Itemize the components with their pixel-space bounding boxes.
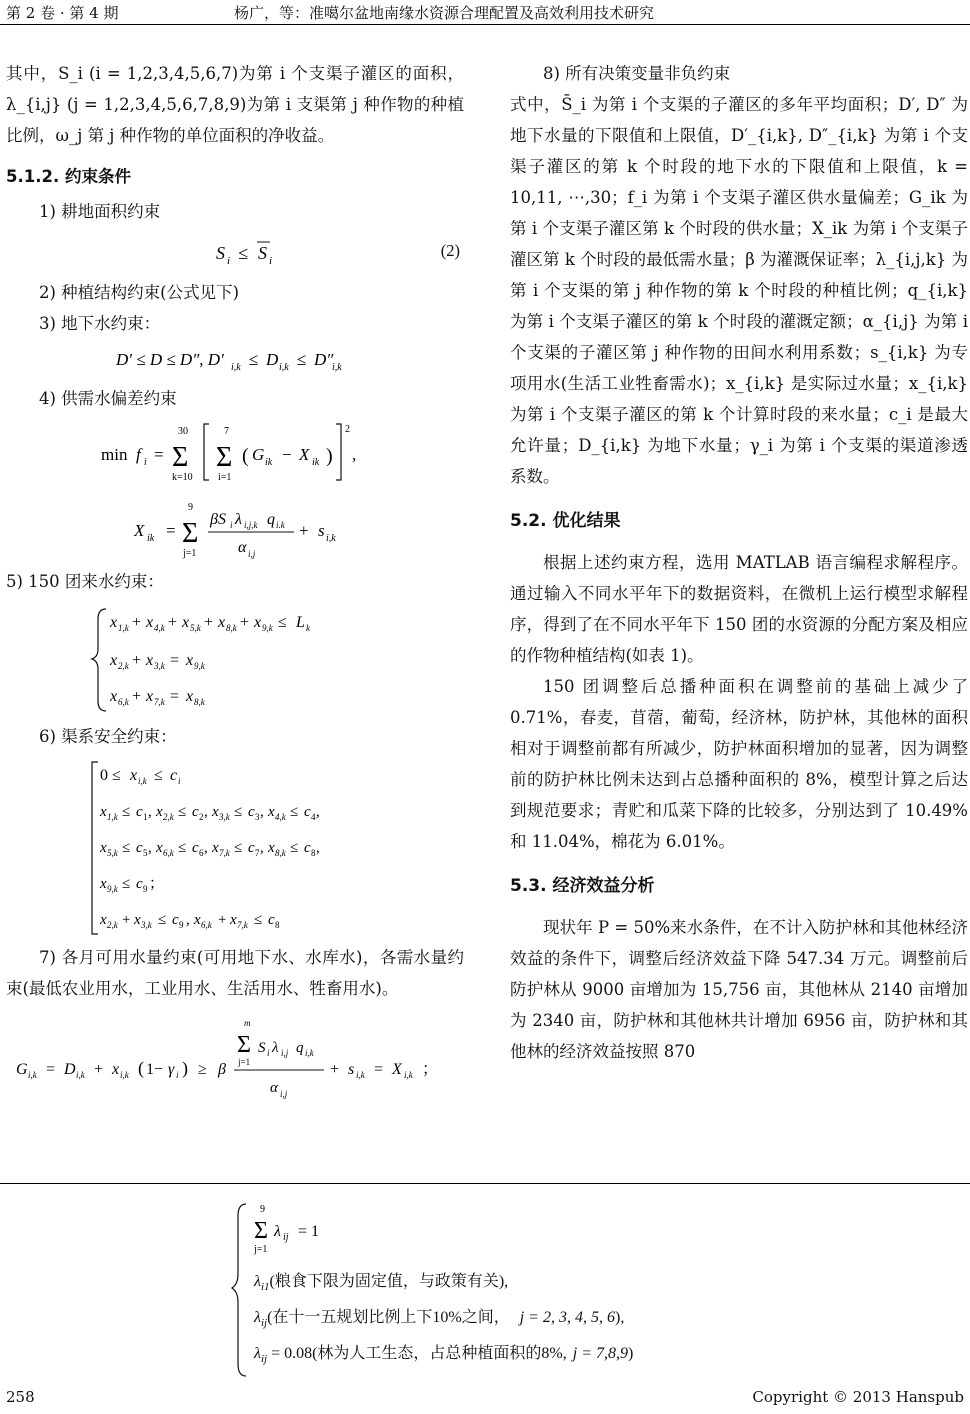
footer-rule bbox=[0, 1183, 970, 1184]
svg-text:i,j: i,j bbox=[280, 1089, 288, 1099]
svg-text:x: x bbox=[112, 1061, 120, 1078]
svg-text:≤: ≤ bbox=[178, 804, 187, 820]
svg-text:≤: ≤ bbox=[254, 912, 263, 928]
svg-text:x: x bbox=[186, 652, 194, 669]
svg-text:): ) bbox=[182, 1058, 188, 1078]
svg-text:x: x bbox=[110, 688, 118, 705]
svg-text:+: + bbox=[168, 614, 178, 631]
svg-text:γ: γ bbox=[168, 1061, 175, 1078]
svg-text:≤: ≤ bbox=[290, 804, 299, 820]
svg-text:9: 9 bbox=[179, 920, 184, 930]
svg-text:s: s bbox=[348, 1061, 355, 1078]
svg-text:≤: ≤ bbox=[158, 912, 167, 928]
supply-deviation-svg bbox=[6, 414, 464, 566]
svg-text:λ: λ bbox=[272, 1040, 279, 1056]
svg-text:4,k: 4,k bbox=[275, 812, 286, 822]
svg-text:6: 6 bbox=[199, 848, 204, 858]
svg-text:7: 7 bbox=[224, 426, 229, 437]
svg-text:,: , bbox=[186, 912, 190, 928]
forest-ratio-value: = 0.08 bbox=[271, 1345, 313, 1362]
svg-text:1: 1 bbox=[143, 812, 148, 822]
svg-text:Σ: Σ bbox=[216, 442, 233, 473]
svg-text:≤: ≤ bbox=[234, 804, 243, 820]
svg-text:2: 2 bbox=[199, 812, 204, 822]
svg-text:+: + bbox=[204, 614, 214, 631]
svg-text:x: x bbox=[110, 652, 118, 669]
svg-text:c: c bbox=[248, 804, 255, 820]
svg-text:= 1: = 1 bbox=[298, 1223, 320, 1240]
svg-text:i,j: i,j bbox=[248, 549, 256, 559]
section-5-2-heading: 5.2. 优化结果 bbox=[510, 511, 621, 531]
section-5-2-paragraph-2: 150 团调整后总播种面积在调整前的基础上减少了 0.71%，春麦，苜蓿，葡萄，经济林，防护林，其他林的面积相对于调整前都有所减少，防护林面积增加的显著，因为调整前的防护林比例未达到占总播种面积的 8%，模型计算之后达到规范要求；青贮和瓜菜下降的比较多，分别达到了 10.49%和 11.04%，棉花为 6.01%。 bbox=[510, 677, 968, 851]
svg-text:X: X bbox=[299, 445, 310, 464]
svg-text:=: = bbox=[154, 445, 164, 464]
svg-text:βS: βS bbox=[210, 511, 226, 528]
plan-ratio-text: 在十一五规划比例上下10%之间， bbox=[272, 1309, 510, 1326]
page-number: 258 bbox=[6, 1388, 35, 1406]
svg-text:x: x bbox=[212, 804, 219, 820]
svg-text:D″: D″ bbox=[314, 350, 334, 369]
svg-text:i=1: i=1 bbox=[218, 472, 232, 483]
svg-text:i: i bbox=[230, 520, 233, 530]
svg-text:f: f bbox=[136, 445, 141, 464]
svg-text:x: x bbox=[194, 912, 201, 928]
bottom-brace bbox=[230, 1200, 252, 1380]
equation-2-svg bbox=[6, 227, 464, 277]
svg-text:=: = bbox=[166, 521, 176, 540]
svg-text:7,k: 7,k bbox=[154, 697, 165, 707]
svg-text:i,k: i,k bbox=[356, 1070, 365, 1080]
svg-text:X: X bbox=[392, 1061, 402, 1078]
svg-text:+: + bbox=[122, 912, 131, 928]
svg-text:,: , bbox=[148, 840, 152, 856]
bottom-eq-line-2: $\lambda_{i1}$(粮食下限为固定值，与政策有关), bbox=[254, 1273, 509, 1293]
svg-text:+: + bbox=[94, 1061, 104, 1078]
svg-text:≤: ≤ bbox=[290, 840, 299, 856]
svg-text:=: = bbox=[170, 688, 180, 705]
svg-text:λ: λ bbox=[235, 511, 242, 528]
svg-text:i,k: i,k bbox=[332, 362, 342, 373]
svg-text:−: − bbox=[282, 445, 292, 464]
article-title: 杨广，等：准噶尔盆地南缘水资源合理配置及高效利用技术研究 bbox=[234, 4, 655, 22]
svg-text:i,j: i,j bbox=[281, 1048, 289, 1058]
svg-text:x: x bbox=[182, 614, 190, 631]
svg-text:i: i bbox=[269, 255, 273, 267]
svg-text:x: x bbox=[100, 804, 107, 820]
svg-text:x: x bbox=[156, 840, 163, 856]
canal-safety-equations bbox=[6, 752, 464, 942]
svg-text:x: x bbox=[100, 876, 107, 892]
svg-text:7,k: 7,k bbox=[219, 848, 230, 858]
svg-text:ik: ik bbox=[265, 457, 273, 468]
svg-text:,: , bbox=[260, 804, 264, 820]
svg-text:D: D bbox=[266, 350, 279, 369]
svg-text:i,k: i,k bbox=[279, 362, 289, 373]
svg-text:ik: ik bbox=[312, 457, 320, 468]
svg-text:c: c bbox=[304, 804, 311, 820]
svg-text:2,k: 2,k bbox=[163, 812, 174, 822]
svg-text:S: S bbox=[258, 1040, 266, 1056]
section-5-3-paragraph: 现状年 P = 50%来水条件，在不计入防护林和其他林经济效益的条件下，调整后经济效益下降 547.34 万元。调整前后防护林从 9000 亩增加为 15,756 亩，其他林从 2140 亩增加为 2340 亩，防护林和其他林共计增加 6956 亩，防护林和其他林的经济效益按照 870 bbox=[510, 918, 968, 1061]
bottom-eq-line-3: $\lambda_{ij}$(在十一五规划比例上下10%之间， j = 2, 3, 4, 5, 6), bbox=[254, 1309, 625, 1329]
svg-text:S: S bbox=[258, 243, 267, 263]
svg-text:,: , bbox=[316, 840, 320, 856]
svg-text:Σ: Σ bbox=[237, 1032, 251, 1058]
svg-text:j=1: j=1 bbox=[254, 1244, 268, 1255]
svg-text:5,k: 5,k bbox=[190, 623, 201, 633]
svg-text:i,k: i,k bbox=[326, 533, 336, 544]
svg-text:ij: ij bbox=[283, 1232, 289, 1243]
journal-volume: 第 2 卷 · 第 4 期 bbox=[6, 4, 119, 22]
svg-text:x: x bbox=[186, 688, 194, 705]
svg-text:8,k: 8,k bbox=[226, 623, 237, 633]
svg-text:8,k: 8,k bbox=[194, 697, 205, 707]
svg-text:x: x bbox=[100, 912, 107, 928]
svg-text:x: x bbox=[268, 840, 275, 856]
left-column bbox=[6, 58, 464, 1112]
svg-text:c: c bbox=[192, 840, 199, 856]
intro-paragraph: 其中，S_i (i = 1,2,3,4,5,6,7)为第 i 个支渠子灌区的面积，λ_{i,j} (j = 1,2,3,4,5,6,7,8,9)为第 i 支渠第 j 种作物的种植比例，ω_j 第 j 种作物的单位面积的净收益。 bbox=[6, 64, 464, 145]
svg-text:D: D bbox=[64, 1061, 76, 1078]
svg-text:,: , bbox=[352, 445, 357, 464]
svg-text:1,k: 1,k bbox=[118, 623, 129, 633]
svg-text:3: 3 bbox=[255, 812, 260, 822]
svg-text:x: x bbox=[146, 688, 154, 705]
equation-2 bbox=[6, 227, 464, 277]
svg-text:+: + bbox=[299, 521, 309, 540]
bottom-eq-line-1 bbox=[252, 1200, 372, 1260]
groundwater-equation-svg bbox=[6, 339, 464, 383]
svg-text:x: x bbox=[212, 840, 219, 856]
svg-text:,: , bbox=[148, 804, 152, 820]
svg-text:1−: 1− bbox=[146, 1061, 164, 1078]
svg-text:S: S bbox=[216, 243, 225, 263]
svg-text:q: q bbox=[267, 511, 275, 528]
svg-text:1,k: 1,k bbox=[107, 812, 118, 822]
svg-text:0 ≤: 0 ≤ bbox=[100, 767, 121, 784]
grain-lower-bound-text: 粮食下限为固定值，与政策有关 bbox=[274, 1273, 499, 1290]
svg-text:k: k bbox=[306, 623, 310, 633]
constraint-7-paragraph: 7) 各月可用水量约束(可用地下水、水库水)，各需水量约束(最低农业用水，工业用水、生活用水、牲畜用水)。 bbox=[6, 948, 464, 998]
constraint-5-label: 5) 150 团来水约束： bbox=[6, 572, 164, 591]
svg-text:=: = bbox=[46, 1061, 56, 1078]
svg-text:c: c bbox=[170, 767, 178, 784]
svg-text:≤: ≤ bbox=[278, 614, 287, 631]
svg-text:8: 8 bbox=[311, 848, 316, 858]
svg-text:L: L bbox=[296, 614, 305, 631]
svg-text:i,k: i,k bbox=[138, 776, 147, 786]
canal-safety-svg bbox=[6, 752, 464, 942]
svg-text:j=1: j=1 bbox=[238, 1057, 251, 1067]
svg-text:≤: ≤ bbox=[122, 804, 131, 820]
svg-text:q: q bbox=[296, 1040, 304, 1056]
svg-text:ik: ik bbox=[147, 533, 155, 544]
svg-text:c: c bbox=[248, 840, 255, 856]
svg-text:c: c bbox=[268, 912, 275, 928]
svg-text:3,k: 3,k bbox=[219, 812, 230, 822]
planting-structure-equation bbox=[230, 1200, 790, 1380]
svg-text:i,k: i,k bbox=[231, 362, 241, 373]
svg-text:Σ: Σ bbox=[172, 442, 189, 473]
variable-definitions: 式中，S̄_i 为第 i 个支渠的子灌区的多年平均面积；D′, D″ 为地下水量的下限值和上限值，D′_{i,k}, D″_{i,k} 为第 i 个支渠子灌区的第 k 个时段的地下水的下限值和上限值，k = 10,11, ⋯,30；f_i 为第 i 个支渠子灌区供水量偏差；G_ik 为第 i 个支渠子灌区第 k 个时段的供水量；X_ik 为第 i 个支渠子灌区第 k 个时段的最低需水量；β 为灌溉保证率；λ_{i,j,k} 为第 i 个支渠的第 j 种作物的第 k 个时段的种植比例；q_{i,k} 为第 i 个支渠子灌区的第 k 个时段的灌溉定额；α_{i,j} 为第 i 个支渠的子灌区第 j 种作物的田间水利用系数；s_{i,k} 为专项用水(生活工业牲畜需水)；x_{i,k} 是实际过水量；x_{i,k} 为第 i 个支渠子灌区的第 k 个计算时段的来水量；c_i 是最大允许量；D_{i,k} 为地下水量；γ_i 为第 i 个支渠的渠道渗透系数。 bbox=[510, 95, 968, 486]
svg-text:≤: ≤ bbox=[249, 350, 259, 369]
svg-text:x: x bbox=[100, 840, 107, 856]
svg-text:min: min bbox=[101, 445, 128, 464]
svg-text:i: i bbox=[176, 1070, 179, 1080]
svg-text:i: i bbox=[227, 255, 231, 267]
svg-text:2: 2 bbox=[345, 424, 350, 435]
svg-text:i: i bbox=[267, 1048, 270, 1058]
svg-text:i: i bbox=[178, 776, 181, 786]
svg-text:s: s bbox=[318, 521, 325, 540]
svg-text:c: c bbox=[136, 840, 143, 856]
svg-text:6,k: 6,k bbox=[118, 697, 129, 707]
svg-text:x: x bbox=[146, 614, 154, 631]
equation-2-number: (2) bbox=[440, 241, 460, 260]
svg-text:6,k: 6,k bbox=[163, 848, 174, 858]
svg-text:c: c bbox=[192, 804, 199, 820]
forest-ratio-j-range: j = 7,8,9 bbox=[572, 1345, 629, 1362]
svg-text:+: + bbox=[218, 912, 227, 928]
svg-text:,: , bbox=[316, 804, 320, 820]
svg-text:5: 5 bbox=[143, 848, 148, 858]
groundwater-equation bbox=[6, 339, 464, 383]
constraint-1-label: 1) 耕地面积约束 bbox=[39, 202, 161, 221]
svg-text:x: x bbox=[130, 767, 138, 784]
svg-text:≤: ≤ bbox=[238, 243, 248, 263]
svg-text:i.k: i.k bbox=[276, 520, 285, 530]
constraint-6-label: 6) 渠系安全约束： bbox=[39, 727, 177, 746]
svg-text:8: 8 bbox=[275, 920, 280, 930]
svg-text:x: x bbox=[218, 614, 226, 631]
svg-text:6,k: 6,k bbox=[201, 920, 212, 930]
svg-text:i,j,k: i,j,k bbox=[244, 520, 258, 530]
svg-text:c: c bbox=[136, 876, 143, 892]
svg-text:9: 9 bbox=[143, 884, 148, 894]
svg-text:i,k: i,k bbox=[305, 1048, 314, 1058]
svg-text:9: 9 bbox=[188, 502, 193, 513]
svg-text:Σ: Σ bbox=[254, 1218, 268, 1244]
svg-text:≤: ≤ bbox=[154, 767, 163, 784]
svg-text:=: = bbox=[170, 652, 180, 669]
svg-text:x: x bbox=[134, 912, 141, 928]
svg-text:j=1: j=1 bbox=[183, 548, 197, 559]
constraint-8-label: 8) 所有决策变量非负约束 bbox=[543, 64, 731, 83]
svg-text:X: X bbox=[134, 521, 145, 540]
monthly-water-equation bbox=[6, 1012, 464, 1112]
constraint-2-label: 2) 种植结构约束(公式见下) bbox=[39, 283, 240, 302]
svg-text:(: ( bbox=[242, 445, 249, 467]
svg-text:,: , bbox=[204, 840, 208, 856]
svg-text:D′ ≤ D ≤ D″, D′: D′ ≤ D ≤ D″, D′ bbox=[116, 350, 224, 369]
svg-text:3,k: 3,k bbox=[141, 920, 152, 930]
svg-text:≤: ≤ bbox=[297, 350, 307, 369]
constraint-4-label: 4) 供需水偏差约束 bbox=[39, 389, 177, 408]
svg-text:8,k: 8,k bbox=[275, 848, 286, 858]
svg-text:α: α bbox=[238, 539, 247, 556]
svg-text:c: c bbox=[304, 840, 311, 856]
svg-text:≥: ≥ bbox=[198, 1061, 207, 1078]
svg-text:；: ； bbox=[422, 1061, 439, 1078]
svg-text:+: + bbox=[132, 688, 142, 705]
svg-text:x: x bbox=[156, 804, 163, 820]
svg-text:x: x bbox=[110, 614, 118, 631]
svg-text:+: + bbox=[330, 1061, 340, 1078]
right-column bbox=[510, 58, 968, 1067]
svg-text:+: + bbox=[240, 614, 250, 631]
monthly-water-svg bbox=[6, 1012, 464, 1112]
svg-text:,: , bbox=[260, 840, 264, 856]
supply-deviation-equations bbox=[6, 414, 464, 566]
svg-text:7,k: 7,k bbox=[237, 920, 248, 930]
svg-text:9,k: 9,k bbox=[194, 661, 205, 671]
svg-text:9,k: 9,k bbox=[262, 623, 273, 633]
svg-text:i,k: i,k bbox=[404, 1070, 413, 1080]
svg-text:G: G bbox=[16, 1061, 28, 1078]
svg-text:5,k: 5,k bbox=[107, 848, 118, 858]
copyright: Copyright © 2013 Hanspub bbox=[752, 1388, 964, 1406]
svg-text:+: + bbox=[132, 652, 142, 669]
svg-text:i,k: i,k bbox=[28, 1070, 37, 1080]
svg-text:+: + bbox=[132, 614, 142, 631]
inflow-equations-svg bbox=[6, 597, 464, 721]
svg-text:c: c bbox=[136, 804, 143, 820]
svg-text:=: = bbox=[374, 1061, 384, 1078]
section-5-2-paragraph-1: 根据上述约束方程，选用 MATLAB 语言编程求解程序。通过输入不同水平年下的数据资料，在微机上运行模型求解程序，得到了在不同水平年下 150 团的水资源的分配方案及相应的作物种植结构(如表 1)。 bbox=[510, 553, 968, 665]
svg-text:x: x bbox=[146, 652, 154, 669]
svg-text:9: 9 bbox=[260, 1204, 265, 1215]
svg-text:k=10: k=10 bbox=[172, 472, 193, 483]
svg-text:α: α bbox=[270, 1080, 278, 1096]
svg-text:≤: ≤ bbox=[122, 840, 131, 856]
svg-text:2,k: 2,k bbox=[107, 920, 118, 930]
svg-text:7: 7 bbox=[255, 848, 260, 858]
svg-text:x: x bbox=[268, 804, 275, 820]
section-5-1-2-heading: 5.1.2. 约束条件 bbox=[6, 167, 131, 186]
svg-text:x: x bbox=[230, 912, 237, 928]
svg-text:x: x bbox=[254, 614, 262, 631]
bottom-eq-line-4: $\lambda_{ij} = 0.08$(林为人工生态，占总种植面积的8%, j = 7,8,9) bbox=[254, 1345, 634, 1365]
header-rule bbox=[0, 24, 970, 25]
svg-text:,: , bbox=[204, 804, 208, 820]
bottom-eq-line-1-svg bbox=[252, 1200, 372, 1260]
svg-text:4,k: 4,k bbox=[154, 623, 165, 633]
svg-text:(: ( bbox=[138, 1058, 144, 1078]
svg-text:β: β bbox=[218, 1061, 226, 1078]
svg-text:4: 4 bbox=[311, 812, 316, 822]
section-5-3-heading: 5.3. 经济效益分析 bbox=[510, 876, 655, 896]
svg-text:i,k: i,k bbox=[120, 1070, 129, 1080]
svg-text:λ: λ bbox=[274, 1223, 281, 1240]
svg-text:i,k: i,k bbox=[76, 1070, 85, 1080]
inflow-equations bbox=[6, 597, 464, 721]
svg-text:≤: ≤ bbox=[234, 840, 243, 856]
plan-ratio-j-range: j = 2, 3, 4, 5, 6 bbox=[519, 1309, 615, 1326]
svg-text:Σ: Σ bbox=[182, 518, 199, 549]
svg-text:2,k: 2,k bbox=[118, 661, 129, 671]
svg-text:30: 30 bbox=[178, 426, 188, 437]
svg-text:): ) bbox=[326, 445, 333, 467]
svg-text:i: i bbox=[144, 457, 147, 468]
svg-text:c: c bbox=[172, 912, 179, 928]
svg-text:3,k: 3,k bbox=[154, 661, 165, 671]
constraint-3-label: 3) 地下水约束： bbox=[39, 314, 161, 333]
svg-text:；: ； bbox=[149, 876, 165, 892]
forest-ratio-text: 林为人工生态，占总种植面积的8%, bbox=[317, 1345, 567, 1362]
svg-text:m: m bbox=[244, 1018, 251, 1028]
running-header bbox=[0, 0, 970, 22]
svg-text:9,k: 9,k bbox=[107, 884, 118, 894]
svg-text:G: G bbox=[252, 445, 265, 464]
svg-text:≤: ≤ bbox=[178, 840, 187, 856]
svg-text:≤: ≤ bbox=[122, 876, 131, 892]
